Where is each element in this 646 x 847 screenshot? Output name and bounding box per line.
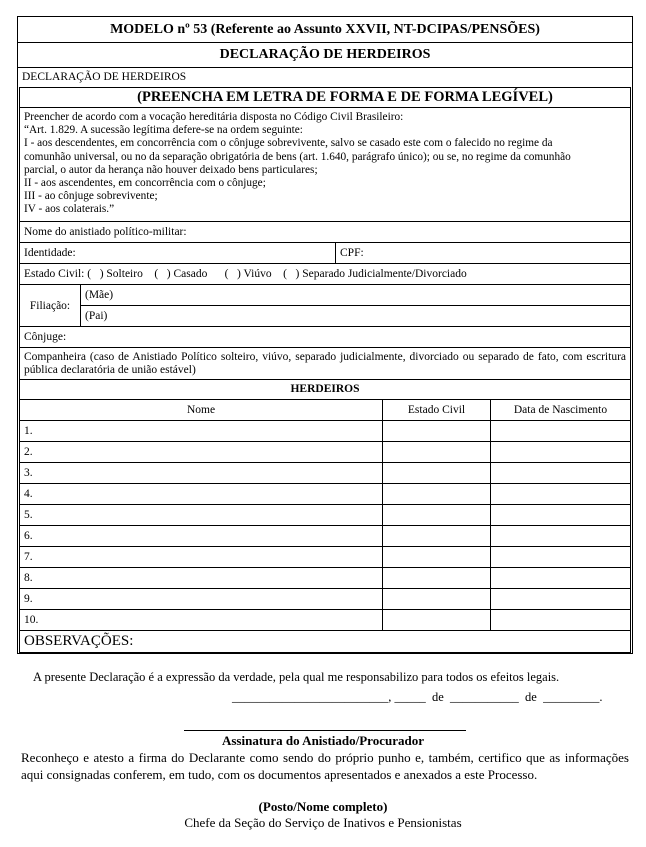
table-row: [20, 568, 630, 589]
instruction-line: parcial, o autor da herança não houver deixado bens particulares;: [24, 163, 318, 176]
table-row: [20, 547, 630, 568]
heir-civil-cell[interactable]: [383, 442, 491, 463]
form-label: DECLARAÇÃO DE HERDEIROS: [22, 71, 187, 83]
mae-field[interactable]: (Mãe): [81, 285, 630, 306]
observacoes-field[interactable]: OBSERVAÇÕES:: [20, 630, 630, 652]
table-row: [20, 505, 630, 526]
table-row: [20, 610, 630, 631]
heir-civil-cell[interactable]: [383, 568, 491, 589]
heir-name-cell[interactable]: 5.: [20, 505, 383, 526]
instruction-line: III - ao cônjuge sobrevivente;: [24, 190, 158, 203]
heir-name-cell[interactable]: 8.: [20, 568, 383, 589]
table-row: [20, 442, 630, 463]
heir-civil-cell[interactable]: [383, 547, 491, 568]
heir-name-cell[interactable]: 10.: [20, 610, 383, 631]
estado-civil-field[interactable]: [20, 264, 630, 285]
heir-civil-cell[interactable]: [383, 463, 491, 484]
herdeiros-title: HERDEIROS: [290, 383, 360, 395]
heir-birth-cell[interactable]: [491, 463, 631, 484]
heir-civil-cell[interactable]: [383, 484, 491, 505]
heir-birth-cell[interactable]: [491, 610, 631, 631]
heir-birth-cell[interactable]: [491, 547, 631, 568]
table-row: [20, 463, 630, 484]
modelo-title: MODELO nº 53 (Referente ao Assunto XXVII, NT-DCIPAS/PENSÕES): [18, 17, 632, 43]
date-line[interactable]: _________________________, _____ de ___________ de _________.: [232, 690, 603, 704]
document-title: DECLARAÇÃO DE HERDEIROS: [18, 43, 632, 68]
heir-birth-cell[interactable]: [491, 505, 631, 526]
heir-name-cell[interactable]: 6.: [20, 526, 383, 547]
instruction-heading: (PREENCHA EM LETRA DE FORMA E DE FORMA LEGÍVEL): [20, 88, 630, 108]
signature-title: Assinatura do Anistiado/Procurador: [221, 733, 424, 748]
heir-civil-cell[interactable]: [383, 421, 491, 442]
identidade-field[interactable]: Identidade:: [20, 243, 336, 263]
heir-birth-cell[interactable]: [491, 421, 631, 442]
herdeiros-table: [20, 399, 630, 630]
filiacao-label: Filiação:: [20, 285, 81, 326]
posto-label: (Posto/Nome completo): [258, 799, 388, 814]
heir-birth-cell[interactable]: [491, 589, 631, 610]
instruction-line: “Art. 1.829. A sucessão legítima defere-se na ordem seguinte:: [24, 124, 303, 137]
table-row: [20, 484, 630, 505]
estado-civil-options[interactable]: Estado Civil: ( ) Solteiro ( ) Casado ( ) Viúvo ( ) Separado Judicialmente/Divorciado: [24, 268, 467, 280]
table-row: [20, 526, 630, 547]
instruction-line: IV - aos colaterais.”: [24, 203, 115, 216]
pai-field[interactable]: (Pai): [85, 310, 108, 322]
heir-civil-cell[interactable]: [383, 610, 491, 631]
nome-anistiado-field[interactable]: Nome do anistiado político-militar:: [20, 222, 630, 243]
heir-birth-cell[interactable]: [491, 484, 631, 505]
column-header-nome: Nome: [20, 400, 383, 421]
heir-birth-cell[interactable]: [491, 526, 631, 547]
instruction-line: I - aos descendentes, em concorrência com o cônjuge sobrevivente, salvo se casado este com o falecido no regime da: [24, 137, 553, 150]
table-row: [20, 589, 630, 610]
heir-civil-cell[interactable]: [383, 505, 491, 526]
heir-birth-cell[interactable]: [491, 568, 631, 589]
companheira-field[interactable]: Companheira (caso de Anistiado Político solteiro, viúvo, separado judicialmente, divorciado ou separado de fato, com escritura pública declaratória de união estável): [20, 348, 630, 380]
heir-birth-cell[interactable]: [491, 442, 631, 463]
heir-name-cell[interactable]: 7.: [20, 547, 383, 568]
heir-name-cell[interactable]: 1.: [20, 421, 383, 442]
heir-name-cell[interactable]: 4.: [20, 484, 383, 505]
identidade-cpf-row: [20, 243, 630, 264]
instruction-line: comunhão universal, ou no da separação obrigatória de bens (art. 1.640, parágrafo único); ou se, no regime da comunhão: [24, 150, 571, 163]
filiacao-block: [20, 285, 630, 327]
form-body: [19, 87, 631, 653]
cpf-field[interactable]: CPF:: [340, 247, 364, 259]
chefe-label: Chefe da Seção do Serviço de Inativos e Pensionistas: [184, 815, 462, 830]
column-header-data-nascimento: Data de Nascimento: [491, 400, 631, 421]
instruction-line: II - aos ascendentes, em concorrência com o cônjuge;: [24, 177, 266, 190]
heir-name-cell[interactable]: 2.: [20, 442, 383, 463]
heir-civil-cell[interactable]: [383, 526, 491, 547]
conjuge-field[interactable]: Cônjuge:: [20, 327, 630, 348]
signature-line[interactable]: [184, 730, 466, 731]
form-frame: [17, 16, 633, 654]
declaration-text: A presente Declaração é a expressão da verdade, pela qual me responsabilizo para todos os efeitos legais.: [33, 670, 560, 684]
heir-name-cell[interactable]: 9.: [20, 589, 383, 610]
column-header-estado-civil: Estado Civil: [383, 400, 491, 421]
attestation-text: Reconheço e atesto a firma do Declarante como sendo do próprio punho e, também, certifico que as informações aqui consignadas conferem, em tudo, com os documentos apresentados e anexados a este Processo.: [21, 750, 629, 782]
heir-name-cell[interactable]: 3.: [20, 463, 383, 484]
heir-civil-cell[interactable]: [383, 589, 491, 610]
instruction-line: Preencher de acordo com a vocação hereditária disposta no Código Civil Brasileiro:: [24, 111, 404, 123]
table-row: [20, 421, 630, 442]
instructions-block: [20, 108, 630, 222]
